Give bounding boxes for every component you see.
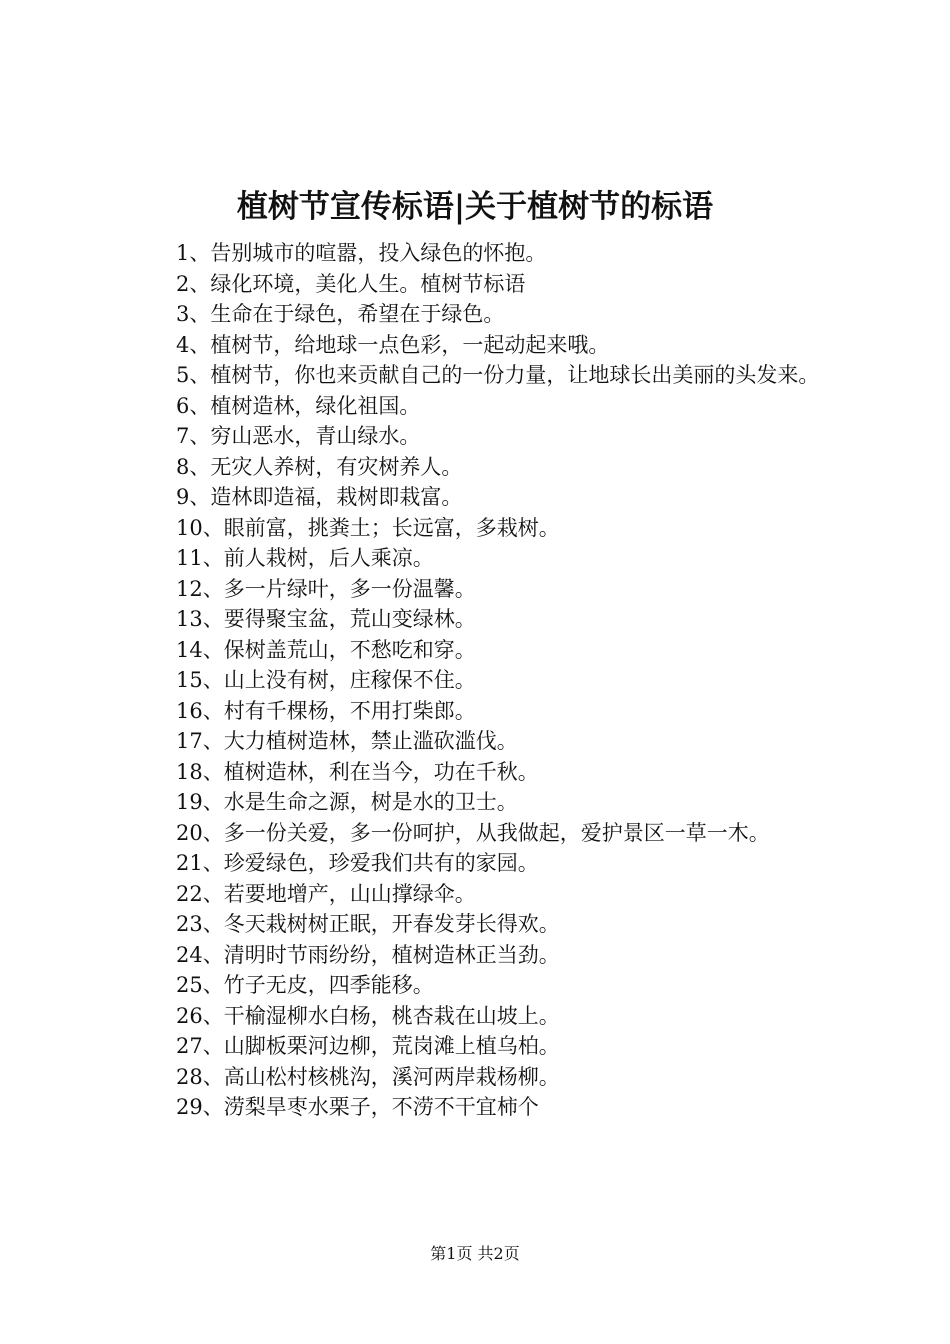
list-item: 7、穷山恶水，青山绿水。 <box>176 424 421 448</box>
list-item: 5、植树节，你也来贡献自己的一份力量，让地球长出美丽的头发来。 <box>176 363 820 387</box>
document-title: 植树节宣传标语|关于植树节的标语 <box>236 189 714 225</box>
list-item: 23、冬天栽树树正眠，开春发芽长得欢。 <box>176 912 560 936</box>
list-item: 18、植树造林，利在当今，功在千秋。 <box>176 759 539 784</box>
list-item: 13、要得聚宝盆，荒山变绿林。 <box>176 607 476 631</box>
list-item: 6、植树造林，绿化祖国。 <box>176 393 421 418</box>
list-item: 29、涝梨旱枣水栗子，不涝不干宜柿个 <box>176 1095 539 1119</box>
list-item: 9、造林即造福，栽树即栽富。 <box>176 485 463 509</box>
list-item: 15、山上没有树，庄稼保不住。 <box>176 668 476 692</box>
page-footer: 第1页 共2页 <box>430 1244 520 1263</box>
list-item: 24、清明时节雨纷纷，植树造林正当劲。 <box>176 942 560 967</box>
list-item: 21、珍爱绿色，珍爱我们共有的家园。 <box>176 851 539 875</box>
list-item: 4、植树节，给地球一点色彩，一起动起来哦。 <box>176 332 610 357</box>
list-item: 25、竹子无皮，四季能移。 <box>176 973 434 997</box>
list-item: 22、若要地增产，山山撑绿伞。 <box>176 881 476 906</box>
list-item: 28、高山松村核桃沟，溪河两岸栽杨柳。 <box>176 1064 560 1089</box>
list-item: 14、保树盖荒山，不愁吃和穿。 <box>176 637 476 662</box>
list-item: 27、山脚板栗河边柳，荒岗滩上植乌柏。 <box>176 1034 560 1058</box>
list-item: 10、眼前富，挑粪土；长远富，多栽树。 <box>176 515 560 540</box>
list-item: 16、村有千棵杨，不用打柴郎。 <box>176 698 476 723</box>
list-item: 20、多一份关爱，多一份呵护，从我做起，爱护景区一草一木。 <box>176 820 770 845</box>
list-item: 17、大力植树造林，禁止滥砍滥伐。 <box>176 729 518 753</box>
list-item: 12、多一片绿叶，多一份温馨。 <box>176 576 476 601</box>
list-item: 8、无灾人养树，有灾树养人。 <box>176 454 463 479</box>
list-item: 26、干榆湿柳水白杨，桃杏栽在山坡上。 <box>176 1003 560 1028</box>
slogan-list <box>128 238 828 1123</box>
list-item: 2、绿化环境，美化人生。植树节标语 <box>176 271 526 296</box>
list-item: 11、前人栽树，后人乘凉。 <box>176 546 434 570</box>
list-item: 1、告别城市的喧嚣，投入绿色的怀抱。 <box>176 241 547 265</box>
list-item: 19、水是生命之源，树是水的卫士。 <box>176 790 518 814</box>
list-item: 3、生命在于绿色，希望在于绿色。 <box>176 302 505 326</box>
